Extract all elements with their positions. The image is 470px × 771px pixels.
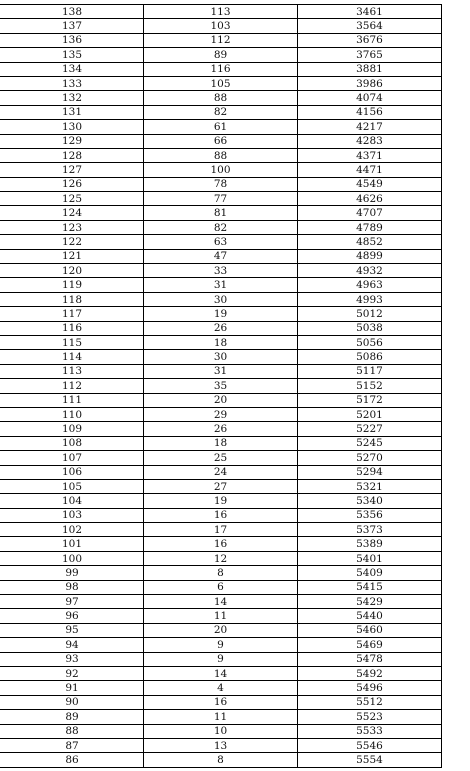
- cumulative-cell: 5270: [298, 451, 442, 465]
- score-cell: 97: [1, 595, 144, 609]
- count-cell: 112: [144, 33, 298, 47]
- table-row: [1, 595, 442, 609]
- table-row: [1, 638, 442, 652]
- count-cell: 11: [144, 710, 298, 724]
- score-cell: 105: [1, 479, 144, 493]
- score-cell: 124: [1, 206, 144, 220]
- table-row: [1, 76, 442, 90]
- score-cell: 106: [1, 465, 144, 479]
- table-row: [1, 91, 442, 105]
- table-row: [1, 350, 442, 364]
- cumulative-cell: 5340: [298, 494, 442, 508]
- table-row: [1, 436, 442, 450]
- count-cell: 78: [144, 177, 298, 191]
- count-cell: 6: [144, 580, 298, 594]
- score-cell: 92: [1, 666, 144, 680]
- score-cell: 120: [1, 264, 144, 278]
- score-cell: 135: [1, 48, 144, 62]
- cumulative-cell: 5227: [298, 422, 442, 436]
- count-cell: 31: [144, 278, 298, 292]
- count-cell: 19: [144, 494, 298, 508]
- cumulative-cell: 5533: [298, 724, 442, 738]
- table-row: [1, 451, 442, 465]
- table-row: [1, 364, 442, 378]
- count-cell: 47: [144, 249, 298, 263]
- score-cell: 86: [1, 753, 144, 767]
- table-row: [1, 335, 442, 349]
- cumulative-cell: 4852: [298, 235, 442, 249]
- table-row: [1, 465, 442, 479]
- count-cell: 63: [144, 235, 298, 249]
- score-cell: 137: [1, 19, 144, 33]
- cumulative-cell: 4471: [298, 163, 442, 177]
- table-row: [1, 566, 442, 580]
- count-cell: 88: [144, 91, 298, 105]
- count-cell: 24: [144, 465, 298, 479]
- cumulative-cell: 5172: [298, 393, 442, 407]
- cumulative-cell: 5201: [298, 407, 442, 421]
- cumulative-cell: 5460: [298, 623, 442, 637]
- cumulative-cell: 5478: [298, 652, 442, 666]
- score-cell: 96: [1, 609, 144, 623]
- count-cell: 77: [144, 192, 298, 206]
- count-cell: 26: [144, 422, 298, 436]
- table-row: [1, 264, 442, 278]
- score-table-body: [1, 5, 442, 768]
- score-cell: 94: [1, 638, 144, 652]
- count-cell: 61: [144, 120, 298, 134]
- cumulative-cell: 3881: [298, 62, 442, 76]
- score-cell: 89: [1, 710, 144, 724]
- cumulative-cell: 5373: [298, 523, 442, 537]
- cumulative-cell: 5440: [298, 609, 442, 623]
- cumulative-cell: 3765: [298, 48, 442, 62]
- score-cell: 88: [1, 724, 144, 738]
- table-row: [1, 695, 442, 709]
- cumulative-cell: 5038: [298, 321, 442, 335]
- score-cell: 109: [1, 422, 144, 436]
- count-cell: 14: [144, 595, 298, 609]
- score-cell: 107: [1, 451, 144, 465]
- table-row: [1, 422, 442, 436]
- table-row: [1, 623, 442, 637]
- count-cell: 16: [144, 537, 298, 551]
- table-row: [1, 120, 442, 134]
- table-row: [1, 652, 442, 666]
- count-cell: 9: [144, 638, 298, 652]
- cumulative-cell: 4963: [298, 278, 442, 292]
- count-cell: 13: [144, 738, 298, 752]
- table-row: [1, 235, 442, 249]
- count-cell: 89: [144, 48, 298, 62]
- cumulative-cell: 5546: [298, 738, 442, 752]
- table-row: [1, 537, 442, 551]
- table-row: [1, 379, 442, 393]
- count-cell: 82: [144, 220, 298, 234]
- table-row: [1, 321, 442, 335]
- cumulative-cell: 5496: [298, 681, 442, 695]
- count-cell: 27: [144, 479, 298, 493]
- cumulative-cell: 5294: [298, 465, 442, 479]
- count-cell: 66: [144, 134, 298, 148]
- count-cell: 30: [144, 350, 298, 364]
- cumulative-cell: 4156: [298, 105, 442, 119]
- table-row: [1, 148, 442, 162]
- cumulative-cell: 5389: [298, 537, 442, 551]
- count-cell: 18: [144, 335, 298, 349]
- cumulative-cell: 5554: [298, 753, 442, 767]
- table-row: [1, 508, 442, 522]
- count-cell: 12: [144, 551, 298, 565]
- table-row: [1, 278, 442, 292]
- cumulative-cell: 5321: [298, 479, 442, 493]
- count-cell: 20: [144, 623, 298, 637]
- count-cell: 35: [144, 379, 298, 393]
- cumulative-cell: 4626: [298, 192, 442, 206]
- table-row: [1, 681, 442, 695]
- score-cell: 119: [1, 278, 144, 292]
- cumulative-cell: 3676: [298, 33, 442, 47]
- table-row: [1, 307, 442, 321]
- cumulative-cell: 4283: [298, 134, 442, 148]
- table-row: [1, 710, 442, 724]
- score-cell: 95: [1, 623, 144, 637]
- score-cell: 126: [1, 177, 144, 191]
- table-row: [1, 48, 442, 62]
- score-cell: 98: [1, 580, 144, 594]
- score-cell: 99: [1, 566, 144, 580]
- cumulative-cell: 5245: [298, 436, 442, 450]
- cumulative-cell: 4899: [298, 249, 442, 263]
- score-cell: 113: [1, 364, 144, 378]
- cumulative-cell: 3564: [298, 19, 442, 33]
- table-row: [1, 407, 442, 421]
- count-cell: 16: [144, 508, 298, 522]
- cumulative-cell: 5409: [298, 566, 442, 580]
- table-row: [1, 220, 442, 234]
- count-cell: 10: [144, 724, 298, 738]
- score-cell: 108: [1, 436, 144, 450]
- score-cell: 128: [1, 148, 144, 162]
- cumulative-cell: 4993: [298, 292, 442, 306]
- count-cell: 33: [144, 264, 298, 278]
- score-cell: 123: [1, 220, 144, 234]
- count-cell: 8: [144, 753, 298, 767]
- score-cell: 130: [1, 120, 144, 134]
- score-cell: 117: [1, 307, 144, 321]
- table-row: [1, 105, 442, 119]
- table-row: [1, 163, 442, 177]
- score-cell: 112: [1, 379, 144, 393]
- table-row: [1, 580, 442, 594]
- count-cell: 17: [144, 523, 298, 537]
- score-cell: 136: [1, 33, 144, 47]
- count-cell: 18: [144, 436, 298, 450]
- count-cell: 100: [144, 163, 298, 177]
- count-cell: 116: [144, 62, 298, 76]
- cumulative-cell: 5356: [298, 508, 442, 522]
- count-cell: 30: [144, 292, 298, 306]
- cumulative-cell: 3986: [298, 76, 442, 90]
- cumulative-cell: 5512: [298, 695, 442, 709]
- score-cell: 87: [1, 738, 144, 752]
- count-cell: 29: [144, 407, 298, 421]
- table-row: [1, 724, 442, 738]
- cumulative-cell: 4549: [298, 177, 442, 191]
- table-row: [1, 292, 442, 306]
- table-row: [1, 249, 442, 263]
- count-cell: 103: [144, 19, 298, 33]
- score-cell: 122: [1, 235, 144, 249]
- score-cell: 129: [1, 134, 144, 148]
- score-cell: 121: [1, 249, 144, 263]
- score-cell: 111: [1, 393, 144, 407]
- cumulative-cell: 5117: [298, 364, 442, 378]
- table-row: [1, 738, 442, 752]
- score-cell: 100: [1, 551, 144, 565]
- count-cell: 20: [144, 393, 298, 407]
- score-cell: 116: [1, 321, 144, 335]
- score-cell: 93: [1, 652, 144, 666]
- count-cell: 9: [144, 652, 298, 666]
- table-row: [1, 393, 442, 407]
- score-cell: 91: [1, 681, 144, 695]
- count-cell: 8: [144, 566, 298, 580]
- score-cell: 104: [1, 494, 144, 508]
- score-cell: 90: [1, 695, 144, 709]
- score-cell: 131: [1, 105, 144, 119]
- count-cell: 81: [144, 206, 298, 220]
- cumulative-cell: 5523: [298, 710, 442, 724]
- count-cell: 113: [144, 5, 298, 19]
- table-row: [1, 609, 442, 623]
- score-cell: 118: [1, 292, 144, 306]
- count-cell: 26: [144, 321, 298, 335]
- cumulative-cell: 4371: [298, 148, 442, 162]
- cumulative-cell: 5429: [298, 595, 442, 609]
- cumulative-cell: 4217: [298, 120, 442, 134]
- score-cell: 115: [1, 335, 144, 349]
- table-row: [1, 177, 442, 191]
- cumulative-cell: 5086: [298, 350, 442, 364]
- score-cell: 125: [1, 192, 144, 206]
- table-row: [1, 753, 442, 767]
- score-cell: 127: [1, 163, 144, 177]
- count-cell: 14: [144, 666, 298, 680]
- score-cell: 101: [1, 537, 144, 551]
- table-row: [1, 62, 442, 76]
- table-row: [1, 523, 442, 537]
- score-cell: 132: [1, 91, 144, 105]
- count-cell: 19: [144, 307, 298, 321]
- score-cell: 138: [1, 5, 144, 19]
- cumulative-cell: 5492: [298, 666, 442, 680]
- score-cell: 103: [1, 508, 144, 522]
- score-cell: 114: [1, 350, 144, 364]
- count-cell: 82: [144, 105, 298, 119]
- table-row: [1, 192, 442, 206]
- score-cell: 134: [1, 62, 144, 76]
- count-cell: 88: [144, 148, 298, 162]
- cumulative-cell: 5056: [298, 335, 442, 349]
- cumulative-cell: 5401: [298, 551, 442, 565]
- cumulative-cell: 4707: [298, 206, 442, 220]
- count-cell: 31: [144, 364, 298, 378]
- cumulative-cell: 4932: [298, 264, 442, 278]
- cumulative-cell: 3461: [298, 5, 442, 19]
- cumulative-cell: 4074: [298, 91, 442, 105]
- table-row: [1, 19, 442, 33]
- cumulative-cell: 5469: [298, 638, 442, 652]
- count-cell: 25: [144, 451, 298, 465]
- table-row: [1, 206, 442, 220]
- cumulative-cell: 5152: [298, 379, 442, 393]
- table-row: [1, 494, 442, 508]
- score-cell: 102: [1, 523, 144, 537]
- score-cell: 133: [1, 76, 144, 90]
- score-table: [0, 4, 442, 768]
- table-row: [1, 666, 442, 680]
- count-cell: 16: [144, 695, 298, 709]
- score-cell: 110: [1, 407, 144, 421]
- table-row: [1, 479, 442, 493]
- count-cell: 4: [144, 681, 298, 695]
- cumulative-cell: 4789: [298, 220, 442, 234]
- table-row: [1, 33, 442, 47]
- table-row: [1, 5, 442, 19]
- table-row: [1, 134, 442, 148]
- count-cell: 105: [144, 76, 298, 90]
- cumulative-cell: 5415: [298, 580, 442, 594]
- cumulative-cell: 5012: [298, 307, 442, 321]
- count-cell: 11: [144, 609, 298, 623]
- table-row: [1, 551, 442, 565]
